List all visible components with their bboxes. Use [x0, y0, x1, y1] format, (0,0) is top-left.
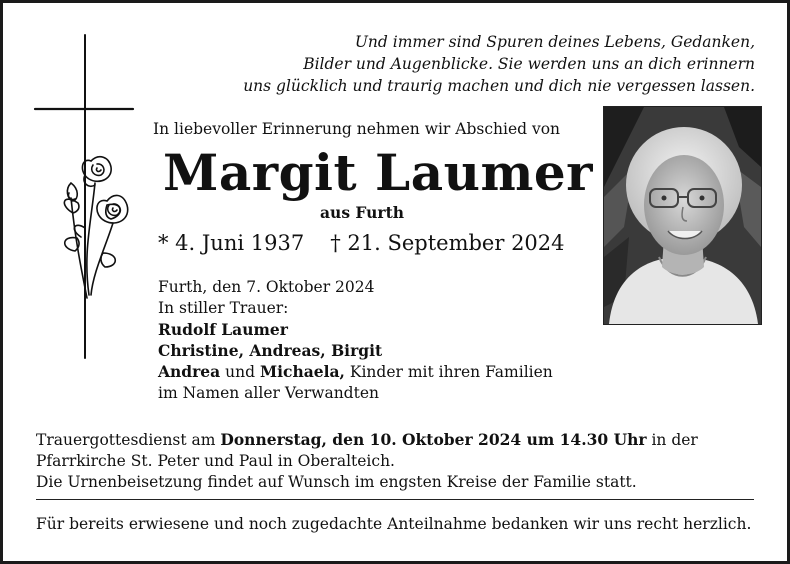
mourner-name: Andrea	[158, 362, 221, 381]
mourner-line: Christine, Andreas, Birgit	[158, 341, 383, 360]
life-dates	[158, 231, 565, 255]
mourner-line: im Namen aller Verwandten	[158, 384, 379, 402]
mourning-heading: In stiller Trauer:	[158, 299, 289, 317]
service-line: Die Urnenbeisetzung findet auf Wunsch im engsten Kreise der Familie statt.	[36, 473, 637, 491]
service-datetime: Donnerstag, den 10. Oktober 2024 um 14.30 Uhr	[220, 430, 647, 449]
origin-text: aus Furth	[320, 203, 405, 222]
thanks-text: Für bereits erwiesene und noch zugedachte Anteilnahme bedanken wir uns recht herzlich.	[36, 515, 752, 533]
service-text: Trauergottesdienst am	[36, 431, 221, 449]
portrait-photo	[603, 106, 762, 325]
mourner-name: Michaela,	[259, 362, 345, 381]
cross-with-roses-icon	[33, 33, 138, 363]
service-text: in der	[646, 431, 698, 449]
connector-text: Kinder mit ihren Familien	[344, 363, 553, 381]
poem-line: Und immer sind Spuren deines Lebens, Gedanken,	[354, 33, 755, 51]
deceased-name: Margit Laumer	[163, 143, 594, 202]
service-info	[36, 429, 698, 493]
divider	[36, 499, 754, 500]
memorial-poem	[155, 31, 755, 97]
service-line	[36, 429, 698, 451]
service-line: Pfarrkirche St. Peter und Paul in Oberalteich.	[36, 452, 395, 470]
intro-text: In liebevoller Erinnerung nehmen wir Abschied von	[153, 120, 561, 138]
mourners-block	[158, 277, 553, 404]
poem-line: uns glücklich und traurig machen und dich nie vergessen lassen.	[243, 77, 755, 95]
death-date: † 21. September 2024	[330, 231, 565, 255]
poem-line: Bilder und Augenblicke. Sie werden uns an dich erinnern	[303, 55, 755, 73]
mourner-line: Rudolf Laumer	[158, 320, 288, 339]
connector-text: und	[220, 363, 260, 381]
place-date: Furth, den 7. Oktober 2024	[158, 278, 375, 296]
birth-date: * 4. Juni 1937	[158, 231, 305, 255]
mourner-line	[158, 361, 553, 383]
